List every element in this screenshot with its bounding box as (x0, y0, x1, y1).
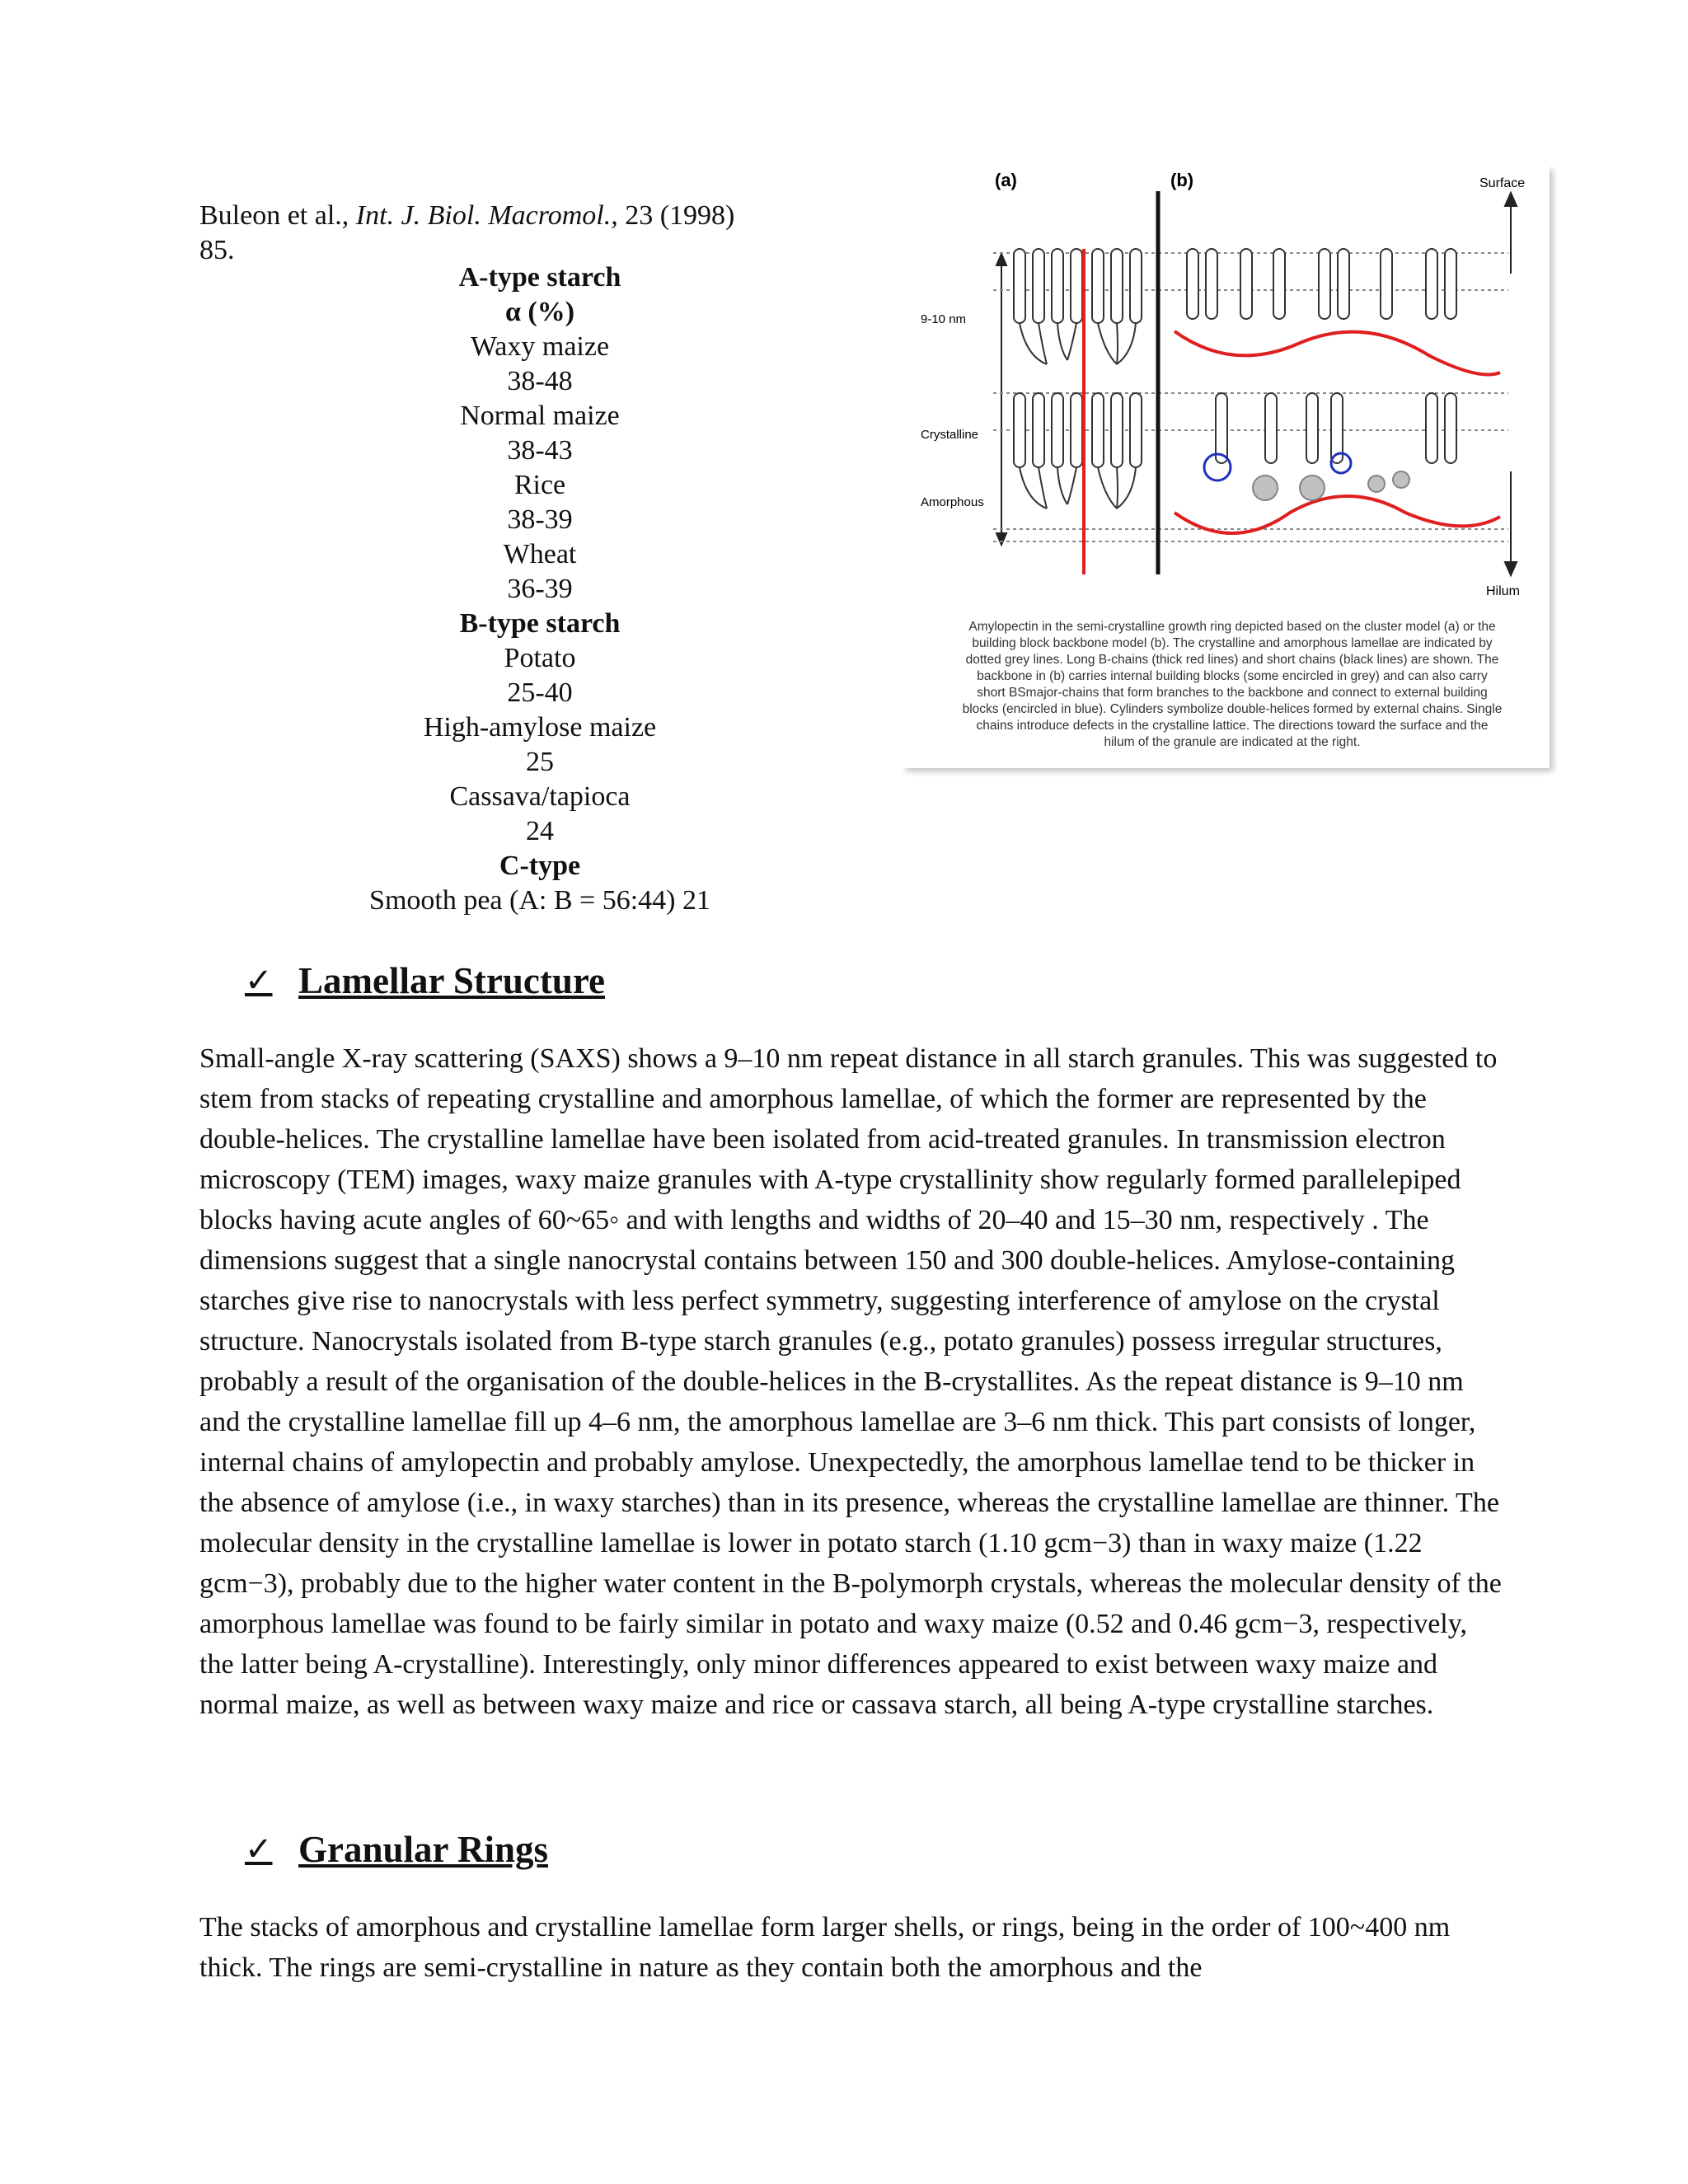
table-row: Smooth pea (A: B = 56:44) 21 (369, 885, 710, 916)
citation (199, 199, 743, 268)
table-row: Rice (513, 470, 566, 500)
table-row: 36-39 (507, 574, 573, 604)
figure-label-b: (b) (1170, 170, 1194, 190)
section-title-lamellar: Lamellar Structure (298, 960, 606, 1001)
checkmark-icon: ✓ (245, 1830, 273, 1868)
caption-line-8: hilum of the granule are indicated at the right. (1104, 735, 1361, 749)
lamellar-paragraph: Small-angle X-ray scattering (SAXS) shows a 9–10 nm repeat distance in all starch granules. This was suggested to stem from stacks of repeating crystalline and amorphous lamellae, of which the former are represented by the double-helices. The crystalline lamellae have been isolated from acid-treated granules. In transmission electron microscopy (TEM) images, waxy maize granules with A-type crystallinity show regularly formed parallelepiped blocks having acute angles of 60~65◦ and with lengths and widths of 20–40 and 15–30 nm, respectively . The dimensions suggest that a single nanocrystal contains between 150 and 300 double-helices. Amylose-containing starches give rise to nanocrystals with less perfect symmetry, suggesting interference of amylose on the crystal structure. Nanocrystals isolated from B-type starch granules (e.g., potato granules) possess irregular structures, probably a result of the organisation of the double-helices in the B-crystallites. As the repeat distance is 9–10 nm and the crystalline lamellae fill up 4–6 nm, the amorphous lamellae are 3–6 nm thick. This part consists of longer, internal chains of amylopectin and probably amylose. Unexpectedly, the amorphous lamellae tend to be thicker in the absence of amylose (i.e., in waxy starches) than in its presence, whereas the crystalline lamellae are thinner. The molecular density in the crystalline lamellae is lower in potato starch (1.10 gcm−3) than in waxy maize (1.22 gcm−3), probably due to the higher water content in the B-polymorph crystals, whereas the molecular density of the amorphous lamellae was found to be fairly similar in potato and waxy maize (0.52 and 0.46 gcm−3, respectively, the latter being A-crystalline). Interestingly, only minor differences appeared to exist between waxy maize and normal maize, as well as between waxy maize and rice or cassava starch, all being A-type crystalline starches. (199, 1043, 1502, 1720)
citation-journal: Int. J. Biol. Macromol., (355, 200, 618, 231)
crystalline-label: Crystalline (921, 428, 979, 442)
table-row: 38-48 (507, 366, 573, 396)
table-row: Normal maize (460, 401, 620, 431)
section-heading-rings (245, 1828, 548, 1871)
rings-paragraph: The stacks of amorphous and crystalline lamellae form larger shells, or rings, being in the order of 100~400 nm thick. The rings are semi-crystalline in nature as they contain both the amorphous and the (199, 1912, 1451, 1983)
nm-label: 9-10 nm (921, 312, 967, 326)
surface-label: Surface (1479, 176, 1526, 190)
table-row: Potato (504, 643, 576, 673)
table-row: Waxy maize (470, 331, 610, 362)
table-row: Cassava/tapioca (449, 781, 631, 812)
table-row: 25-40 (507, 677, 573, 708)
citation-authors: Buleon et al., (199, 200, 356, 231)
caption-line-4: backbone in (b) carries internal building blocks (some encircled in grey) and can also carry (977, 669, 1488, 683)
citation-rest: 23 (1998) 85. (199, 200, 735, 265)
table-row: A-type starch (458, 262, 621, 293)
caption-line-2: building block backbone model (b). The crystalline and amorphous lamellae are indicated by (972, 636, 1493, 650)
table-row: C-type (499, 851, 581, 881)
section-heading-lamellar (245, 959, 605, 1002)
table-row: High-amylose maize (423, 712, 657, 743)
hilum-label: Hilum (1486, 584, 1520, 598)
section-title-rings: Granular Rings (298, 1829, 548, 1870)
caption-line-1: Amylopectin in the semi-crystalline growth ring depicted based on the cluster model (a) or the (968, 620, 1496, 634)
caption-line-6: blocks (encircled in blue). Cylinders symbolize double-helices formed by external chains. Single (962, 702, 1503, 716)
table-row: 38-43 (507, 435, 573, 466)
checkmark-icon: ✓ (245, 962, 273, 1000)
table-row: 25 (526, 747, 554, 777)
figure-label-a: (a) (995, 170, 1017, 190)
amylopectin-diagram (903, 166, 1558, 776)
amylopectin-figure (903, 166, 1558, 776)
table-row: B-type starch (459, 608, 621, 639)
caption-line-5: short BSmajor-chains that form branches to the backbone and connect to external building (977, 686, 1488, 700)
starch-type-table (313, 260, 767, 918)
table-row: 24 (526, 816, 554, 846)
table-row: Wheat (503, 539, 577, 569)
amorphous-label: Amorphous (921, 495, 984, 509)
caption-line-7: chains introduce defects in the crystalline lattice. The directions toward the surface and the (976, 719, 1489, 733)
table-row: 38-39 (507, 504, 573, 535)
table-row: α (%) (504, 297, 575, 327)
caption-line-3: dotted grey lines. Long B-chains (thick red lines) and short chains (black lines) are shown. The (965, 653, 1499, 667)
